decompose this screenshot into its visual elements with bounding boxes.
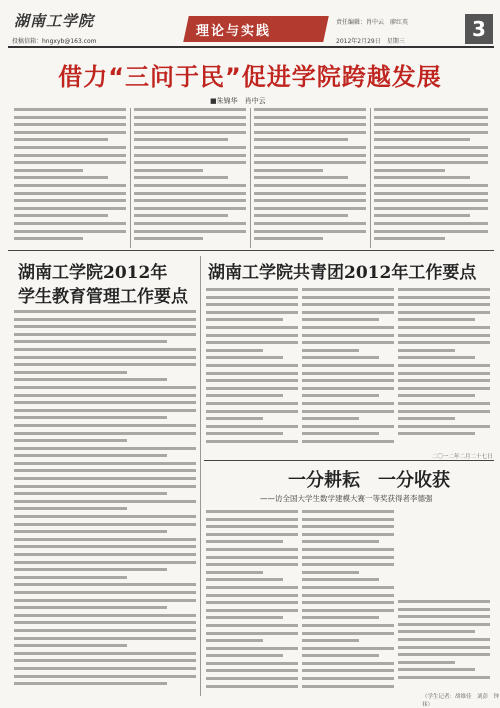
text-line xyxy=(254,199,366,202)
text-line xyxy=(302,372,394,375)
text-line xyxy=(398,387,490,390)
text-line xyxy=(206,303,298,306)
text-line xyxy=(14,310,196,313)
text-line xyxy=(14,154,126,157)
text-line xyxy=(14,561,196,564)
text-line xyxy=(134,116,246,119)
right-article-column-3 xyxy=(398,288,490,448)
text-line xyxy=(14,192,126,195)
section-title: 理论与实践 xyxy=(196,24,272,39)
text-line xyxy=(14,538,196,541)
text-line xyxy=(374,169,445,172)
text-line xyxy=(254,222,366,225)
bottom-article-column-2 xyxy=(302,510,394,690)
right-article-date: 二〇一二年二月二十七日 xyxy=(432,454,493,460)
text-line xyxy=(14,523,196,526)
text-line xyxy=(374,207,488,210)
main-article-column-2 xyxy=(134,108,246,248)
header-divider xyxy=(8,46,494,48)
bottom-article-title: 一分耕耘 一分收获 xyxy=(288,470,450,491)
text-line xyxy=(206,372,298,375)
text-line xyxy=(206,318,283,321)
text-line xyxy=(134,161,246,164)
text-line xyxy=(14,599,196,602)
text-line xyxy=(206,510,298,513)
text-line xyxy=(302,387,394,390)
text-line xyxy=(206,326,298,329)
right-article-column-2 xyxy=(302,288,394,448)
text-line xyxy=(302,432,379,435)
text-line xyxy=(374,146,488,149)
text-line xyxy=(14,447,196,450)
text-line xyxy=(254,154,366,157)
left-article-title-line1: 湖南工学院2012年 xyxy=(18,263,168,283)
text-line xyxy=(14,568,167,571)
text-line xyxy=(254,169,323,172)
text-line xyxy=(14,424,196,427)
text-line xyxy=(14,621,196,624)
text-line xyxy=(374,154,488,157)
text-line xyxy=(302,662,394,665)
text-line xyxy=(206,654,283,657)
text-line xyxy=(302,609,394,612)
text-line xyxy=(206,364,298,367)
text-line xyxy=(206,518,298,521)
text-line xyxy=(302,525,394,528)
text-line xyxy=(302,303,394,306)
text-line xyxy=(14,500,196,503)
text-line xyxy=(14,184,126,187)
text-line xyxy=(254,176,348,179)
text-line xyxy=(14,146,126,149)
text-line xyxy=(206,601,298,604)
text-line xyxy=(206,548,298,551)
text-line xyxy=(398,303,490,306)
left-article-title-line2: 学生教育管理工作要点 xyxy=(18,287,188,307)
text-line xyxy=(302,548,394,551)
text-line xyxy=(206,624,298,627)
text-line xyxy=(134,131,246,134)
text-line xyxy=(14,644,127,647)
text-line xyxy=(134,214,228,217)
text-line xyxy=(14,606,167,609)
text-line xyxy=(134,184,246,187)
text-line xyxy=(398,417,455,420)
text-line xyxy=(302,379,394,382)
text-line xyxy=(14,629,196,632)
text-line xyxy=(302,425,394,428)
newspaper-logo: 湖南工学院 xyxy=(14,12,95,30)
text-line xyxy=(398,638,490,641)
text-line xyxy=(254,131,366,134)
main-headline: 借力“三问于民”促进学院跨越发展 xyxy=(58,63,442,91)
text-line xyxy=(302,311,394,314)
text-line xyxy=(206,647,298,650)
column-divider xyxy=(130,108,131,248)
text-line xyxy=(398,410,490,413)
text-line xyxy=(374,123,488,126)
text-line xyxy=(254,184,366,187)
text-line xyxy=(14,439,127,442)
text-line xyxy=(302,356,379,359)
text-line xyxy=(254,138,348,141)
text-line xyxy=(14,401,196,404)
text-line xyxy=(398,349,455,352)
text-line xyxy=(14,462,196,465)
text-line xyxy=(206,563,298,566)
text-line xyxy=(206,662,298,665)
text-line xyxy=(14,394,196,397)
text-line xyxy=(302,647,394,650)
text-line xyxy=(302,318,379,321)
text-line xyxy=(302,364,394,367)
text-line xyxy=(134,138,228,141)
text-line xyxy=(398,296,490,299)
text-line xyxy=(14,138,108,141)
text-line xyxy=(302,601,394,604)
text-line xyxy=(302,510,394,513)
text-line xyxy=(398,623,490,626)
text-line xyxy=(374,116,488,119)
bottom-article-column-1 xyxy=(206,510,298,690)
text-line xyxy=(14,675,196,678)
text-line xyxy=(374,222,488,225)
text-line xyxy=(398,402,490,405)
text-line xyxy=(134,176,228,179)
text-line xyxy=(302,417,359,420)
text-line xyxy=(134,222,246,225)
text-line xyxy=(302,402,394,405)
text-line xyxy=(302,677,394,680)
text-line xyxy=(398,311,490,314)
text-line xyxy=(302,578,379,581)
text-line xyxy=(302,616,379,619)
text-line xyxy=(398,288,490,291)
text-line xyxy=(14,222,126,225)
text-line xyxy=(206,571,263,574)
text-line xyxy=(206,533,298,536)
text-line xyxy=(134,123,246,126)
text-line xyxy=(206,288,298,291)
text-line xyxy=(14,492,167,495)
text-line xyxy=(206,578,283,581)
text-line xyxy=(14,591,196,594)
text-line xyxy=(302,571,359,574)
text-line xyxy=(14,230,126,233)
text-line xyxy=(206,525,298,528)
text-line xyxy=(206,410,298,413)
text-line xyxy=(398,356,475,359)
text-line xyxy=(14,161,126,164)
text-line xyxy=(206,417,263,420)
text-line xyxy=(134,199,246,202)
text-line xyxy=(254,108,366,111)
text-line xyxy=(206,402,298,405)
text-line xyxy=(398,394,475,397)
text-line xyxy=(206,425,298,428)
text-line xyxy=(206,341,298,344)
text-line xyxy=(374,199,488,202)
text-line xyxy=(302,639,359,642)
text-line xyxy=(14,682,167,685)
text-line xyxy=(398,379,490,382)
text-line xyxy=(14,386,196,389)
text-line xyxy=(302,440,394,443)
bottom-article-column-3 xyxy=(398,600,490,690)
text-line xyxy=(302,296,394,299)
text-line xyxy=(14,553,196,556)
text-line xyxy=(206,632,298,635)
text-line xyxy=(14,318,196,321)
text-line xyxy=(14,652,196,655)
text-line xyxy=(302,624,394,627)
section-divider xyxy=(8,250,494,251)
text-line xyxy=(302,654,379,657)
text-line xyxy=(374,108,488,111)
text-line xyxy=(398,608,490,611)
text-line xyxy=(254,116,366,119)
text-line xyxy=(374,184,488,187)
text-line xyxy=(374,230,488,233)
right-article-title: 湖南工学院共青团2012年工作要点 xyxy=(208,263,477,283)
text-line xyxy=(134,146,246,149)
text-line xyxy=(374,161,488,164)
text-line xyxy=(14,237,83,240)
text-line xyxy=(374,138,470,141)
text-line xyxy=(398,668,475,671)
text-line xyxy=(302,410,394,413)
text-line xyxy=(14,416,167,419)
text-line xyxy=(14,363,196,366)
text-line xyxy=(14,207,126,210)
text-line xyxy=(14,583,196,586)
text-line xyxy=(206,296,298,299)
text-line xyxy=(302,394,379,397)
text-line xyxy=(254,192,366,195)
text-line xyxy=(14,530,167,533)
bottom-article-subtitle: ——访全国大学生数学建模大赛一等奖获得者李德强 xyxy=(260,494,433,503)
text-line xyxy=(398,676,490,679)
column-divider xyxy=(370,108,371,248)
page-number-badge: 3 xyxy=(465,14,493,44)
text-line xyxy=(14,432,196,435)
text-line xyxy=(134,108,246,111)
text-line xyxy=(134,169,203,172)
text-line xyxy=(206,594,298,597)
issue-date: 2012年2月29日 星期三 xyxy=(336,38,405,45)
text-line xyxy=(302,669,394,672)
text-line xyxy=(302,334,394,337)
text-line xyxy=(14,214,108,217)
text-line xyxy=(302,632,394,635)
text-line xyxy=(374,131,488,134)
text-line xyxy=(14,637,196,640)
text-line xyxy=(206,334,298,337)
text-line xyxy=(206,440,298,443)
text-line xyxy=(14,659,196,662)
text-line xyxy=(302,341,394,344)
text-line xyxy=(206,677,298,680)
text-line xyxy=(398,326,490,329)
text-line xyxy=(206,685,298,688)
text-line xyxy=(14,409,196,412)
text-line xyxy=(206,387,298,390)
text-line xyxy=(206,379,298,382)
text-line xyxy=(14,131,126,134)
bottom-article-author: （学生记者：胡维佳 刘彭 钟祎） xyxy=(422,694,500,708)
text-line xyxy=(302,685,394,688)
text-line xyxy=(302,349,359,352)
text-line xyxy=(302,594,394,597)
text-line xyxy=(14,325,196,328)
text-line xyxy=(206,616,283,619)
text-line xyxy=(14,123,126,126)
text-line xyxy=(206,609,298,612)
main-byline: ■朱锦华 肖中云 xyxy=(210,97,266,105)
text-line xyxy=(398,432,475,435)
text-line xyxy=(254,237,323,240)
text-line xyxy=(398,661,455,664)
text-line xyxy=(14,477,196,480)
text-line xyxy=(134,192,246,195)
text-line xyxy=(206,349,263,352)
text-line xyxy=(14,108,126,111)
text-line xyxy=(254,123,366,126)
text-line xyxy=(254,207,366,210)
text-line xyxy=(398,425,490,428)
text-line xyxy=(14,485,196,488)
text-line xyxy=(206,586,298,589)
text-line xyxy=(302,518,394,521)
text-line xyxy=(398,372,490,375)
column-divider xyxy=(200,256,201,696)
text-line xyxy=(14,667,196,670)
text-line xyxy=(302,586,394,589)
text-line xyxy=(14,507,127,510)
text-line xyxy=(14,176,108,179)
text-line xyxy=(398,630,475,633)
text-line xyxy=(206,311,298,314)
text-line xyxy=(398,646,490,649)
column-divider xyxy=(250,108,251,248)
text-line xyxy=(14,454,167,457)
text-line xyxy=(374,237,445,240)
right-article-column-1 xyxy=(206,288,298,448)
text-line xyxy=(14,116,126,119)
text-line xyxy=(302,556,394,559)
text-line xyxy=(206,556,298,559)
text-line xyxy=(134,154,246,157)
text-line xyxy=(14,515,196,518)
text-line xyxy=(14,378,167,381)
text-line xyxy=(14,614,196,617)
text-line xyxy=(374,192,488,195)
text-line xyxy=(398,364,490,367)
text-line xyxy=(302,563,394,566)
text-line xyxy=(398,653,490,656)
text-line xyxy=(302,288,394,291)
text-line xyxy=(398,341,490,344)
contribution-email: 投稿信箱：hngxyb@163.com xyxy=(12,38,97,45)
text-line xyxy=(206,394,283,397)
text-line xyxy=(302,533,394,536)
text-line xyxy=(14,545,196,548)
text-line xyxy=(374,214,470,217)
text-line xyxy=(134,237,203,240)
text-line xyxy=(14,340,167,343)
left-article-body xyxy=(14,310,196,695)
section-divider xyxy=(204,460,494,461)
text-line xyxy=(206,639,263,642)
text-line xyxy=(254,214,348,217)
main-article-column-4 xyxy=(374,108,488,248)
text-line xyxy=(302,326,394,329)
text-line xyxy=(254,161,366,164)
text-line xyxy=(134,207,246,210)
text-line xyxy=(206,669,298,672)
text-line xyxy=(398,334,490,337)
text-line xyxy=(398,318,475,321)
text-line xyxy=(254,230,366,233)
text-line xyxy=(134,230,246,233)
text-line xyxy=(398,600,490,603)
text-line xyxy=(374,176,470,179)
editors-credit: 责任编辑：肖中云 廖红英 xyxy=(336,19,409,26)
text-line xyxy=(14,371,127,374)
text-line xyxy=(254,146,366,149)
main-article-column-1 xyxy=(14,108,126,248)
text-line xyxy=(14,199,126,202)
text-line xyxy=(14,576,127,579)
text-line xyxy=(14,333,196,336)
text-line xyxy=(14,469,196,472)
text-line xyxy=(398,615,490,618)
main-article-column-3 xyxy=(254,108,366,248)
text-line xyxy=(14,169,83,172)
text-line xyxy=(302,540,379,543)
text-line xyxy=(206,540,283,543)
text-line xyxy=(206,356,283,359)
text-line xyxy=(14,348,196,351)
text-line xyxy=(14,356,196,359)
text-line xyxy=(206,432,283,435)
